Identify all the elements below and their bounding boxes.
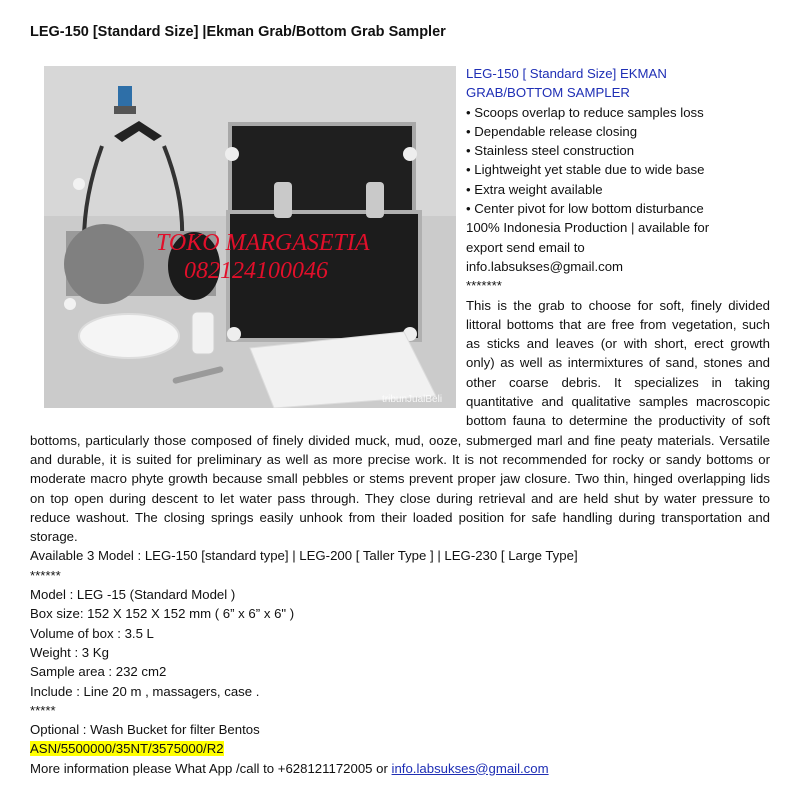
contact-prefix: More information please What App /call to +628121172005 or	[30, 760, 392, 776]
product-description	[30, 64, 770, 778]
separator: *****	[30, 702, 56, 718]
feature-item: • Lightweight yet stable due to wide base	[466, 162, 705, 178]
spec-item: Volume of box : 3.5 L	[30, 625, 154, 641]
spec-item: Sample area : 232 cm2	[30, 664, 167, 680]
spec-list	[30, 585, 770, 701]
optional-line: Optional : Wash Bucket for filter Bentos	[30, 722, 260, 738]
export-line2: export send email to	[466, 239, 585, 255]
watermark-line1: TOKO MARGASETIA	[156, 230, 370, 256]
description-paragraph: This is the grab to choose for soft, finely divided littoral bottoms that are free from vegetation, such as sticks and leaves (or with short, erect growth only) as well as intermixtures of sand, stones and other coarse debris. It specializes in taking quantitative and qualitative samples macroscopic bottom fauna to determine the productivity of soft bottoms, particularly those composed of finely divided muck, mud, ooze, submerged marl and fine peaty materials. Versatile and durable, it is suited for preliminary as well as more precise work. It is not recommended for rocky or sandy bottoms or moderate macro phyte growth because small pebbles or stems prevent proper jaw closure. Two thin, hinged overlapping lids on top open during descent to let water pass through. They close during retrieval and are held shut by water pressure to reduce washout. The closing springs easily unhook from their loaded position for safe handling during transportation and storage.	[30, 297, 770, 545]
export-line1: 100% Indonesia Production | available for	[466, 220, 710, 236]
contact-email-link[interactable]: info.labsukses@gmail.com	[391, 760, 549, 776]
product-heading-line2: GRAB/BOTTOM SAMPLER	[466, 85, 630, 101]
spec-item: Include : Line 20 m , massagers, case .	[30, 683, 260, 699]
watermark-line2: 082124100046	[184, 258, 328, 284]
page-title: LEG-150 [Standard Size] |Ekman Grab/Bottom Grab Sampler	[30, 24, 446, 40]
models-line: Available 3 Model : LEG-150 [standard type] | LEG-200 [ Taller Type ] | LEG-230 [ Large Type]	[30, 548, 578, 564]
feature-item: • Extra weight available	[466, 181, 603, 197]
contact-line	[30, 759, 770, 778]
product-heading-line1: LEG-150 [ Standard Size] EKMAN	[466, 66, 667, 81]
export-email: info.labsukses@gmail.com	[466, 258, 624, 274]
code-line	[30, 739, 770, 758]
feature-item: • Center pivot for low bottom disturbance	[466, 201, 704, 217]
feature-item: • Dependable release closing	[466, 123, 638, 139]
spec-item: Model : LEG -15 (Standard Model )	[30, 587, 236, 603]
corner-watermark: tribunJualBeli	[382, 394, 443, 405]
separator: *******	[466, 278, 502, 294]
spec-item: Box size: 152 X 152 X 152 mm ( 6” x 6” x 6" )	[30, 606, 295, 622]
separator: ******	[30, 567, 61, 583]
code-highlight: ASN/5500000/35NT/3575000/R2	[30, 741, 224, 757]
spec-item: Weight : 3 Kg	[30, 644, 109, 660]
feature-item: • Stainless steel construction	[466, 143, 635, 159]
feature-item: • Scoops overlap to reduce samples loss	[466, 104, 704, 120]
